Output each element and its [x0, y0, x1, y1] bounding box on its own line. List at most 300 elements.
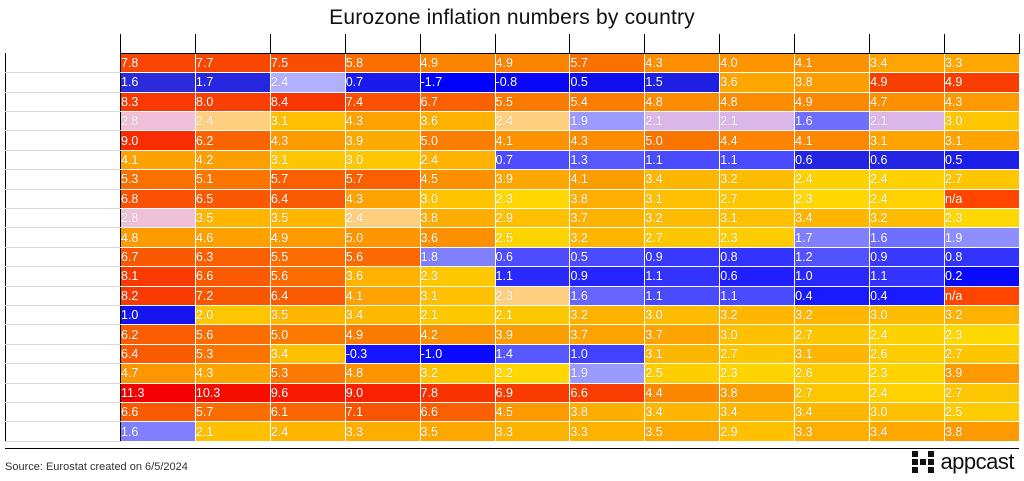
heatmap-cell: 2.3 — [944, 209, 1019, 228]
heatmap-cell: 5.0 — [345, 228, 420, 247]
heatmap-cell: 3.4 — [795, 402, 870, 421]
heatmap-cell: 3.1 — [944, 131, 1019, 150]
heatmap-cell: 0.7 — [495, 150, 570, 169]
heatmap-cell: 3.2 — [570, 228, 645, 247]
heatmap-cell: 5.0 — [420, 131, 495, 150]
heatmap-cell: 0.5 — [944, 150, 1019, 169]
heatmap-cell: 2.8 — [121, 112, 196, 131]
heatmap-cell: 4.7 — [121, 364, 196, 383]
heatmap-cell: 4.9 — [345, 325, 420, 344]
heatmap-cell: 3.8 — [570, 402, 645, 421]
row-header-country: Germany — [6, 189, 121, 208]
heatmap-cell: 8.0 — [195, 92, 270, 111]
table-row — [6, 131, 1020, 150]
heatmap-cell: 4.4 — [720, 131, 795, 150]
heatmap-cell: 3.8 — [795, 73, 870, 92]
heatmap-cell: 4.9 — [795, 92, 870, 111]
heatmap-cell: 0.6 — [720, 267, 795, 286]
heatmap-cell: 2.2 — [495, 364, 570, 383]
heatmap-cell: 0.2 — [944, 267, 1019, 286]
heatmap-cell: 3.5 — [420, 422, 495, 441]
heatmap-cell: 6.8 — [121, 189, 196, 208]
heatmap-cell: 2.4 — [270, 422, 345, 441]
heatmap-cell: 11.3 — [121, 383, 196, 402]
heatmap-cell: 0.8 — [944, 247, 1019, 266]
heatmap-cell: 5.6 — [270, 267, 345, 286]
heatmap-cell: 4.3 — [195, 364, 270, 383]
heatmap-cell: 4.3 — [645, 53, 720, 72]
heatmap-cell: 2.7 — [795, 325, 870, 344]
heatmap-cell: 3.7 — [645, 325, 720, 344]
table-body — [6, 53, 1020, 441]
heatmap-cell: 5.6 — [345, 247, 420, 266]
heatmap-cell: 4.1 — [570, 170, 645, 189]
heatmap-cell: 2.4 — [870, 189, 945, 208]
heatmap-cell: 3.8 — [720, 383, 795, 402]
heatmap-cell: 3.5 — [270, 305, 345, 324]
heatmap-cell: 3.9 — [345, 131, 420, 150]
heatmap-cell: 3.1 — [645, 189, 720, 208]
column-header: 12 / 2023 — [570, 34, 645, 53]
row-header-country: Italy — [6, 247, 121, 266]
row-header-country: Belgium — [6, 73, 121, 92]
heatmap-cell: 4.4 — [645, 383, 720, 402]
heatmap-cell: 3.6 — [420, 112, 495, 131]
heatmap-cell: 3.7 — [570, 209, 645, 228]
heatmap-cell: 1.6 — [795, 112, 870, 131]
heatmap-cell: 4.9 — [270, 228, 345, 247]
heatmap-cell: 3.4 — [720, 402, 795, 421]
heatmap-cell: 6.1 — [270, 402, 345, 421]
heatmap-cell: 0.6 — [870, 150, 945, 169]
heatmap-cell: 1.1 — [645, 150, 720, 169]
heatmap-cell: n/a — [944, 189, 1019, 208]
heatmap-cell: 4.1 — [121, 150, 196, 169]
heatmap-cell: 3.1 — [270, 112, 345, 131]
heatmap-cell: 0.5 — [570, 247, 645, 266]
column-header: 3 / 2024 — [795, 34, 870, 53]
heatmap-cell: 2.1 — [870, 112, 945, 131]
table-row — [6, 112, 1020, 131]
heatmap-cell: 4.3 — [270, 131, 345, 150]
row-header-country: Ireland — [6, 228, 121, 247]
heatmap-cell: 6.2 — [121, 325, 196, 344]
heatmap-cell: 5.3 — [121, 170, 196, 189]
table-header-row — [6, 34, 1020, 53]
heatmap-cell: 6.9 — [495, 383, 570, 402]
heatmap-cell: 4.1 — [495, 131, 570, 150]
heatmap-cell: 6.5 — [195, 189, 270, 208]
heatmap-cell: 2.1 — [645, 112, 720, 131]
heatmap-cell: 5.8 — [345, 53, 420, 72]
heatmap-cell: 3.2 — [420, 364, 495, 383]
table-row — [6, 383, 1020, 402]
heatmap-cell: 0.4 — [870, 286, 945, 305]
heatmap-cell: 1.1 — [645, 267, 720, 286]
heatmap-cell: 7.8 — [420, 383, 495, 402]
source-note: Source: Eurostat created on 6/5/2024 — [5, 461, 188, 473]
heatmap-cell: 3.6 — [345, 267, 420, 286]
heatmap-cell: 1.1 — [495, 267, 570, 286]
heatmap-cell: 4.3 — [944, 92, 1019, 111]
heatmap-cell: 1.1 — [720, 286, 795, 305]
heatmap-cell: 3.8 — [944, 422, 1019, 441]
heatmap-cell: 3.8 — [570, 189, 645, 208]
heatmap-cell: 5.3 — [270, 364, 345, 383]
heatmap-cell: 5.7 — [345, 170, 420, 189]
heatmap-cell: 5.0 — [645, 131, 720, 150]
heatmap-cell: 1.3 — [570, 150, 645, 169]
heatmap-cell: 2.8 — [121, 209, 196, 228]
heatmap-cell: 6.7 — [420, 92, 495, 111]
heatmap-cell: 5.0 — [270, 325, 345, 344]
heatmap-cell: 2.1 — [495, 305, 570, 324]
heatmap-cell: 4.7 — [870, 92, 945, 111]
heatmap-cell: 4.1 — [345, 286, 420, 305]
heatmap-cell: 5.6 — [195, 325, 270, 344]
heatmap-cell: 3.6 — [420, 228, 495, 247]
heatmap-cell: 6.3 — [195, 247, 270, 266]
table-row — [6, 364, 1020, 383]
heatmap-cell: 3.4 — [345, 305, 420, 324]
heatmap-cell: 3.1 — [795, 344, 870, 363]
heatmap-cell: 3.5 — [270, 209, 345, 228]
heatmap-cell: 2.4 — [870, 170, 945, 189]
heatmap-cell: 3.3 — [570, 422, 645, 441]
heatmap-cell: 9.0 — [121, 131, 196, 150]
heatmap-cell: 2.4 — [345, 209, 420, 228]
heatmap-cell: 1.1 — [645, 286, 720, 305]
column-header: 10 / 2023 — [420, 34, 495, 53]
heatmap-cell: 1.5 — [645, 73, 720, 92]
heatmap-cell: 3.3 — [495, 422, 570, 441]
table-corner-cell — [6, 34, 121, 53]
column-header: 2 / 2024 — [720, 34, 795, 53]
heatmap-cell: 3.4 — [645, 170, 720, 189]
heatmap-cell: 2.4 — [195, 112, 270, 131]
heatmap-cell: 5.4 — [570, 92, 645, 111]
row-header-country: Malta — [6, 325, 121, 344]
row-header-country: Spain — [6, 422, 121, 441]
heatmap-cell: 8.1 — [121, 267, 196, 286]
heatmap-cell: 1.6 — [121, 73, 196, 92]
heatmap-cell: 2.6 — [795, 364, 870, 383]
heatmap-cell: 3.2 — [795, 305, 870, 324]
heatmap-cell: 5.7 — [270, 170, 345, 189]
heatmap-cell: 3.0 — [645, 305, 720, 324]
heatmap-cell: 7.5 — [270, 53, 345, 72]
heatmap-cell: 3.5 — [645, 422, 720, 441]
table-row — [6, 286, 1020, 305]
heatmap-cell: 1.7 — [195, 73, 270, 92]
heatmap-cell: 3.2 — [720, 305, 795, 324]
heatmap-cell: 9.6 — [270, 383, 345, 402]
heatmap-cell: 4.6 — [195, 228, 270, 247]
heatmap-cell: 0.6 — [495, 247, 570, 266]
heatmap-cell: 6.6 — [195, 267, 270, 286]
table-row — [6, 92, 1020, 111]
heatmap-cell: 4.3 — [345, 189, 420, 208]
heatmap-cell: 3.0 — [720, 325, 795, 344]
heatmap-cell: 2.1 — [420, 305, 495, 324]
heatmap-cell: 3.9 — [495, 325, 570, 344]
column-header: 1 / 2024 — [645, 34, 720, 53]
heatmap-cell: 2.6 — [870, 344, 945, 363]
heatmap-cell: 3.3 — [795, 422, 870, 441]
heatmap-cell: 4.8 — [121, 228, 196, 247]
table-row — [6, 402, 1020, 421]
column-header: 4 / 2024 — [870, 34, 945, 53]
heatmap-cell: 5.5 — [495, 92, 570, 111]
heatmap-cell: 3.4 — [870, 53, 945, 72]
heatmap-cell: 1.1 — [720, 150, 795, 169]
heatmap-cell: 3.0 — [870, 402, 945, 421]
heatmap-cell: 4.8 — [645, 92, 720, 111]
heatmap-cell: 3.4 — [270, 344, 345, 363]
heatmap-cell: 1.2 — [795, 247, 870, 266]
heatmap-cell: 2.3 — [720, 364, 795, 383]
column-header: 7 / 2023 — [195, 34, 270, 53]
heatmap-cell: 0.9 — [645, 247, 720, 266]
heatmap-cell: 2.0 — [195, 305, 270, 324]
heatmap-cell: 8.2 — [121, 286, 196, 305]
table-row — [6, 344, 1020, 363]
table-row — [6, 170, 1020, 189]
heatmap-cell: 4.8 — [720, 92, 795, 111]
heatmap-cell: 4.2 — [195, 150, 270, 169]
row-header-country: Slovenia — [6, 402, 121, 421]
table-row — [6, 150, 1020, 169]
heatmap-cell: 2.7 — [944, 344, 1019, 363]
heatmap-cell: 9.0 — [345, 383, 420, 402]
heatmap-cell: 4.0 — [720, 53, 795, 72]
heatmap-cell: 3.2 — [570, 305, 645, 324]
heatmap-cell: 1.9 — [944, 228, 1019, 247]
heatmap-cell: 2.4 — [795, 170, 870, 189]
appcast-dots-icon — [912, 451, 934, 473]
heatmap-cell: 2.7 — [720, 189, 795, 208]
heatmap-cell: 4.3 — [570, 131, 645, 150]
heatmap-cell: 2.4 — [870, 325, 945, 344]
heatmap-cell: 1.4 — [495, 344, 570, 363]
heatmap-cell: 6.4 — [270, 189, 345, 208]
heatmap-cell: n/a — [944, 286, 1019, 305]
heatmap-cell: 2.4 — [495, 112, 570, 131]
heatmap-cell: 3.0 — [944, 112, 1019, 131]
heatmap-cell: 2.5 — [645, 364, 720, 383]
table-row — [6, 209, 1020, 228]
heatmap-cell: 2.7 — [645, 228, 720, 247]
heatmap-cell: 3.2 — [944, 305, 1019, 324]
row-header-country: Greece — [6, 209, 121, 228]
heatmap-cell: 1.0 — [795, 267, 870, 286]
heatmap-cell: 4.1 — [795, 131, 870, 150]
heatmap-cell: 2.7 — [944, 383, 1019, 402]
heatmap-cell: 3.1 — [420, 286, 495, 305]
heatmap-cell: 2.9 — [720, 422, 795, 441]
heatmap-cell: 5.7 — [570, 53, 645, 72]
heatmap-cell: 7.4 — [345, 92, 420, 111]
heatmap-cell: 2.3 — [495, 286, 570, 305]
brand-logo — [912, 449, 1014, 475]
heatmap-cell: 7.1 — [345, 402, 420, 421]
column-header: 6 / 2023 — [121, 34, 196, 53]
heatmap-cell: 3.4 — [645, 402, 720, 421]
heatmap-cell: 5.3 — [195, 344, 270, 363]
heatmap-cell: 6.7 — [121, 247, 196, 266]
heatmap-cell: 3.9 — [495, 170, 570, 189]
heatmap-cell: 2.7 — [795, 383, 870, 402]
table-row — [6, 247, 1020, 266]
heatmap-cell: 7.2 — [195, 286, 270, 305]
heatmap-cell: 0.9 — [870, 247, 945, 266]
heatmap-cell: 3.1 — [870, 131, 945, 150]
heatmap-cell: -1.7 — [420, 73, 495, 92]
heatmap-cell: 2.9 — [495, 209, 570, 228]
heatmap-cell: 3.4 — [870, 422, 945, 441]
brand-name: appcast — [940, 449, 1014, 474]
heatmap-cell: 2.4 — [870, 383, 945, 402]
heatmap-cell: 4.5 — [495, 402, 570, 421]
heatmap-cell: 3.8 — [420, 209, 495, 228]
table-row — [6, 73, 1020, 92]
heatmap-cell: 6.4 — [270, 286, 345, 305]
heatmap-cell: 0.7 — [345, 73, 420, 92]
row-header-country: Latvia — [6, 267, 121, 286]
row-header-country: Croatia — [6, 92, 121, 111]
table-row — [6, 228, 1020, 247]
heatmap-cell: 1.6 — [570, 286, 645, 305]
footer-divider — [5, 448, 1019, 449]
row-header-country: Netherlands — [6, 344, 121, 363]
heatmap-cell: 8.3 — [121, 92, 196, 111]
row-header-country: Cyprus — [6, 112, 121, 131]
heatmap-cell: 4.2 — [420, 325, 495, 344]
heatmap-cell: 2.1 — [195, 422, 270, 441]
heatmap-cell: 3.4 — [795, 209, 870, 228]
heatmap-cell: 3.1 — [645, 344, 720, 363]
heatmap-cell: 4.9 — [420, 53, 495, 72]
heatmap-cell: 2.4 — [270, 73, 345, 92]
heatmap-cell: 4.3 — [345, 112, 420, 131]
row-header-country: Austria — [6, 53, 121, 72]
table-row — [6, 422, 1020, 441]
heatmap-cell: 2.5 — [495, 228, 570, 247]
heatmap-cell: 2.1 — [720, 112, 795, 131]
heatmap-cell: 2.4 — [420, 150, 495, 169]
heatmap-cell: 4.9 — [870, 73, 945, 92]
heatmap-cell: 6.4 — [121, 344, 196, 363]
row-header-country: Portugal — [6, 364, 121, 383]
heatmap-cell: 1.9 — [570, 112, 645, 131]
heatmap-cell: 2.3 — [720, 228, 795, 247]
column-header: 5 / 2024 — [944, 34, 1019, 53]
heatmap-cell: 3.0 — [870, 305, 945, 324]
heatmap-cell: 6.6 — [121, 402, 196, 421]
heatmap-cell: 10.3 — [195, 383, 270, 402]
heatmap-cell: 2.3 — [870, 364, 945, 383]
heatmap-cell: 3.5 — [195, 209, 270, 228]
heatmap-cell: 5.5 — [270, 247, 345, 266]
row-header-country: Luxembourg — [6, 305, 121, 324]
heatmap-cell: 0.4 — [795, 286, 870, 305]
heatmap-cell: 1.0 — [570, 344, 645, 363]
heatmap-cell: 8.4 — [270, 92, 345, 111]
heatmap-cell: 1.9 — [570, 364, 645, 383]
heatmap-cell: 2.3 — [944, 325, 1019, 344]
heatmap-cell: -0.8 — [495, 73, 570, 92]
heatmap-cell: 4.1 — [795, 53, 870, 72]
row-header-country: Lithuania — [6, 286, 121, 305]
table-row — [6, 189, 1020, 208]
heatmap-cell: 3.3 — [944, 53, 1019, 72]
heatmap-cell: 3.1 — [270, 150, 345, 169]
table-row — [6, 325, 1020, 344]
heatmap-cell: 2.3 — [795, 189, 870, 208]
heatmap-cell: 3.7 — [570, 325, 645, 344]
column-header: 9 / 2023 — [345, 34, 420, 53]
row-header-country: Finland — [6, 150, 121, 169]
heatmap-cell: 6.6 — [570, 383, 645, 402]
heatmap-cell: 1.6 — [121, 422, 196, 441]
heatmap-cell: 2.5 — [944, 402, 1019, 421]
row-header-country: Estonia — [6, 131, 121, 150]
heatmap-cell: 0.6 — [795, 150, 870, 169]
heatmap-cell: 0.9 — [570, 267, 645, 286]
heatmap-cell: 2.7 — [944, 170, 1019, 189]
heatmap-cell: 3.6 — [720, 73, 795, 92]
heatmap-cell: 4.8 — [345, 364, 420, 383]
column-header: 11 / 2023 — [495, 34, 570, 53]
heatmap-cell: -1.0 — [420, 344, 495, 363]
heatmap-cell: 7.7 — [195, 53, 270, 72]
heatmap-cell: 3.0 — [345, 150, 420, 169]
heatmap-cell: 1.1 — [870, 267, 945, 286]
heatmap-cell: 5.7 — [195, 402, 270, 421]
heatmap-cell: 6.2 — [195, 131, 270, 150]
heatmap-cell: 1.7 — [795, 228, 870, 247]
heatmap-cell: 2.7 — [720, 344, 795, 363]
heatmap-cell: 0.8 — [720, 247, 795, 266]
heatmap-cell: 0.5 — [570, 73, 645, 92]
heatmap-cell: 5.1 — [195, 170, 270, 189]
row-header-country: Slovakia — [6, 383, 121, 402]
heatmap-cell: 7.8 — [121, 53, 196, 72]
heatmap-cell: 1.0 — [121, 305, 196, 324]
heatmap-cell: 3.3 — [345, 422, 420, 441]
heatmap-cell: 4.9 — [944, 73, 1019, 92]
heatmap-cell: 1.8 — [420, 247, 495, 266]
heatmap-cell: 6.6 — [420, 402, 495, 421]
table-row — [6, 53, 1020, 72]
table-row — [6, 305, 1020, 324]
heatmap-cell: 4.9 — [495, 53, 570, 72]
heatmap-cell: 3.9 — [944, 364, 1019, 383]
heatmap-cell: 3.1 — [720, 209, 795, 228]
inflation-heatmap-table — [5, 34, 1020, 442]
heatmap-cell: 3.0 — [420, 189, 495, 208]
heatmap-cell: 2.3 — [495, 189, 570, 208]
heatmap-cell: 4.5 — [420, 170, 495, 189]
heatmap-cell: 2.3 — [420, 267, 495, 286]
heatmap-cell: 3.2 — [645, 209, 720, 228]
heatmap-cell: -0.3 — [345, 344, 420, 363]
page-title: Eurozone inflation numbers by country — [329, 6, 695, 29]
row-header-country: France — [6, 170, 121, 189]
table-row — [6, 267, 1020, 286]
heatmap-cell: 3.2 — [870, 209, 945, 228]
heatmap-cell: 3.2 — [720, 170, 795, 189]
